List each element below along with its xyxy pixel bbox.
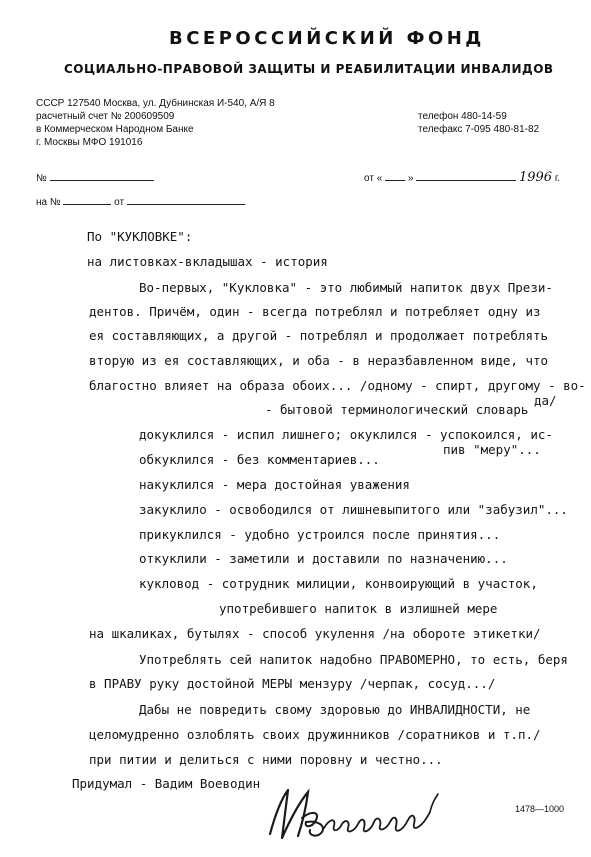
body-line: на шкаликах, бутылях - способ укулення /на обороте этикетки/	[89, 626, 541, 641]
reference-label: на №	[36, 197, 61, 208]
body-line: Дабы не повредить свому здоровью до ИНВАЛИДНОСТИ, не	[139, 702, 531, 717]
glossary-line: кукловод - сотрудник милиции, конвоирующий в участок,	[139, 576, 538, 591]
address-line: г. Москвы МФО 191016	[36, 137, 143, 148]
author-line: Придумал - Вадим Воеводин	[72, 776, 261, 791]
reference-date-blank	[127, 194, 245, 205]
signature-image	[262, 782, 452, 852]
body-line: целомудренно озлоблять своих дружинников /соратников и т.п./	[89, 727, 541, 742]
stamp-code: 1478—1000	[515, 804, 565, 814]
glossary-line: докуклился - испил лишнего; окуклился - успокоился, ис-	[139, 427, 553, 442]
body-line: в ПРАВУ руку достойной МЕРЫ мензуру /черпак, сосуд.../	[89, 676, 496, 691]
address-line: расчетный счет № 200609509	[36, 111, 175, 122]
glossary-line: пив "меру"...	[443, 442, 541, 457]
body-line: дентов. Причём, один - всегда потреблял и потребляет одну из	[89, 304, 541, 319]
year-suffix: г.	[554, 173, 561, 184]
reference-from-label: от	[114, 197, 125, 208]
reference-field	[36, 194, 245, 209]
body-line: да/	[534, 393, 557, 408]
body-line: - бытовой терминологический словарь	[265, 402, 529, 417]
fax-number: телефакс 7-095 480-81-82	[418, 124, 540, 135]
fund-subtitle: СОЦИАЛЬНО-ПРАВОВОЙ ЗАЩИТЫ И РЕАБИЛИТАЦИИ ИНВАЛИДОВ	[64, 62, 554, 76]
address-block	[36, 97, 275, 149]
body-line: благостно влияет на образа обоих... /одному - спирт, другому - во-	[89, 378, 586, 393]
body-line: Употреблять сей напиток надобно ПРАВОМЕРНО, то есть, беря	[139, 652, 568, 667]
date-close-label: »	[407, 173, 414, 184]
body-line: вторую из ея составляющих, и оба - в неразбавленном виде, что	[89, 353, 549, 368]
glossary-line: закуклило - освободился от лишневыпитого или "забузил"...	[139, 502, 568, 517]
glossary-line: обкуклился - без комментариев...	[139, 452, 380, 467]
number-label: №	[36, 173, 47, 184]
glossary-line: накуклился - мера достойная уважения	[139, 477, 410, 492]
address-line: в Коммерческом Народном Банке	[36, 124, 194, 135]
body-line: По "КУКЛОВКЕ":	[87, 229, 193, 244]
glossary-line: употребившего напиток в излишней мере	[219, 601, 498, 616]
number-field	[36, 170, 154, 185]
date-from-label: от «	[364, 173, 383, 184]
glossary-line: откуклили - заметили и доставили по назначению...	[139, 551, 508, 566]
year-value: 1996	[518, 170, 553, 185]
reference-blank	[63, 194, 111, 205]
day-blank	[385, 170, 405, 181]
date-field	[364, 170, 560, 185]
body-line: ея составляющих, а другой - потреблял и продолжает потреблять	[89, 328, 549, 343]
month-blank	[416, 170, 516, 181]
fund-title: ВСЕРОССИЙСКИЙ ФОНД	[169, 28, 485, 49]
phone-number: телефон 480-14-59	[418, 111, 507, 122]
address-line: СССР 127540 Москва, ул. Дубнинская И-540, А/Я 8	[36, 98, 275, 109]
glossary-line: прикуклился - удобно устроился после принятия...	[139, 527, 501, 542]
body-line: при питии и делиться с ними поровну и честно...	[89, 752, 443, 767]
number-blank	[50, 170, 154, 181]
body-line: на листовках-вкладышах - история	[87, 254, 328, 269]
body-line: Во-первых, "Кукловка" - это любимый напиток двух Прези-	[139, 280, 553, 295]
